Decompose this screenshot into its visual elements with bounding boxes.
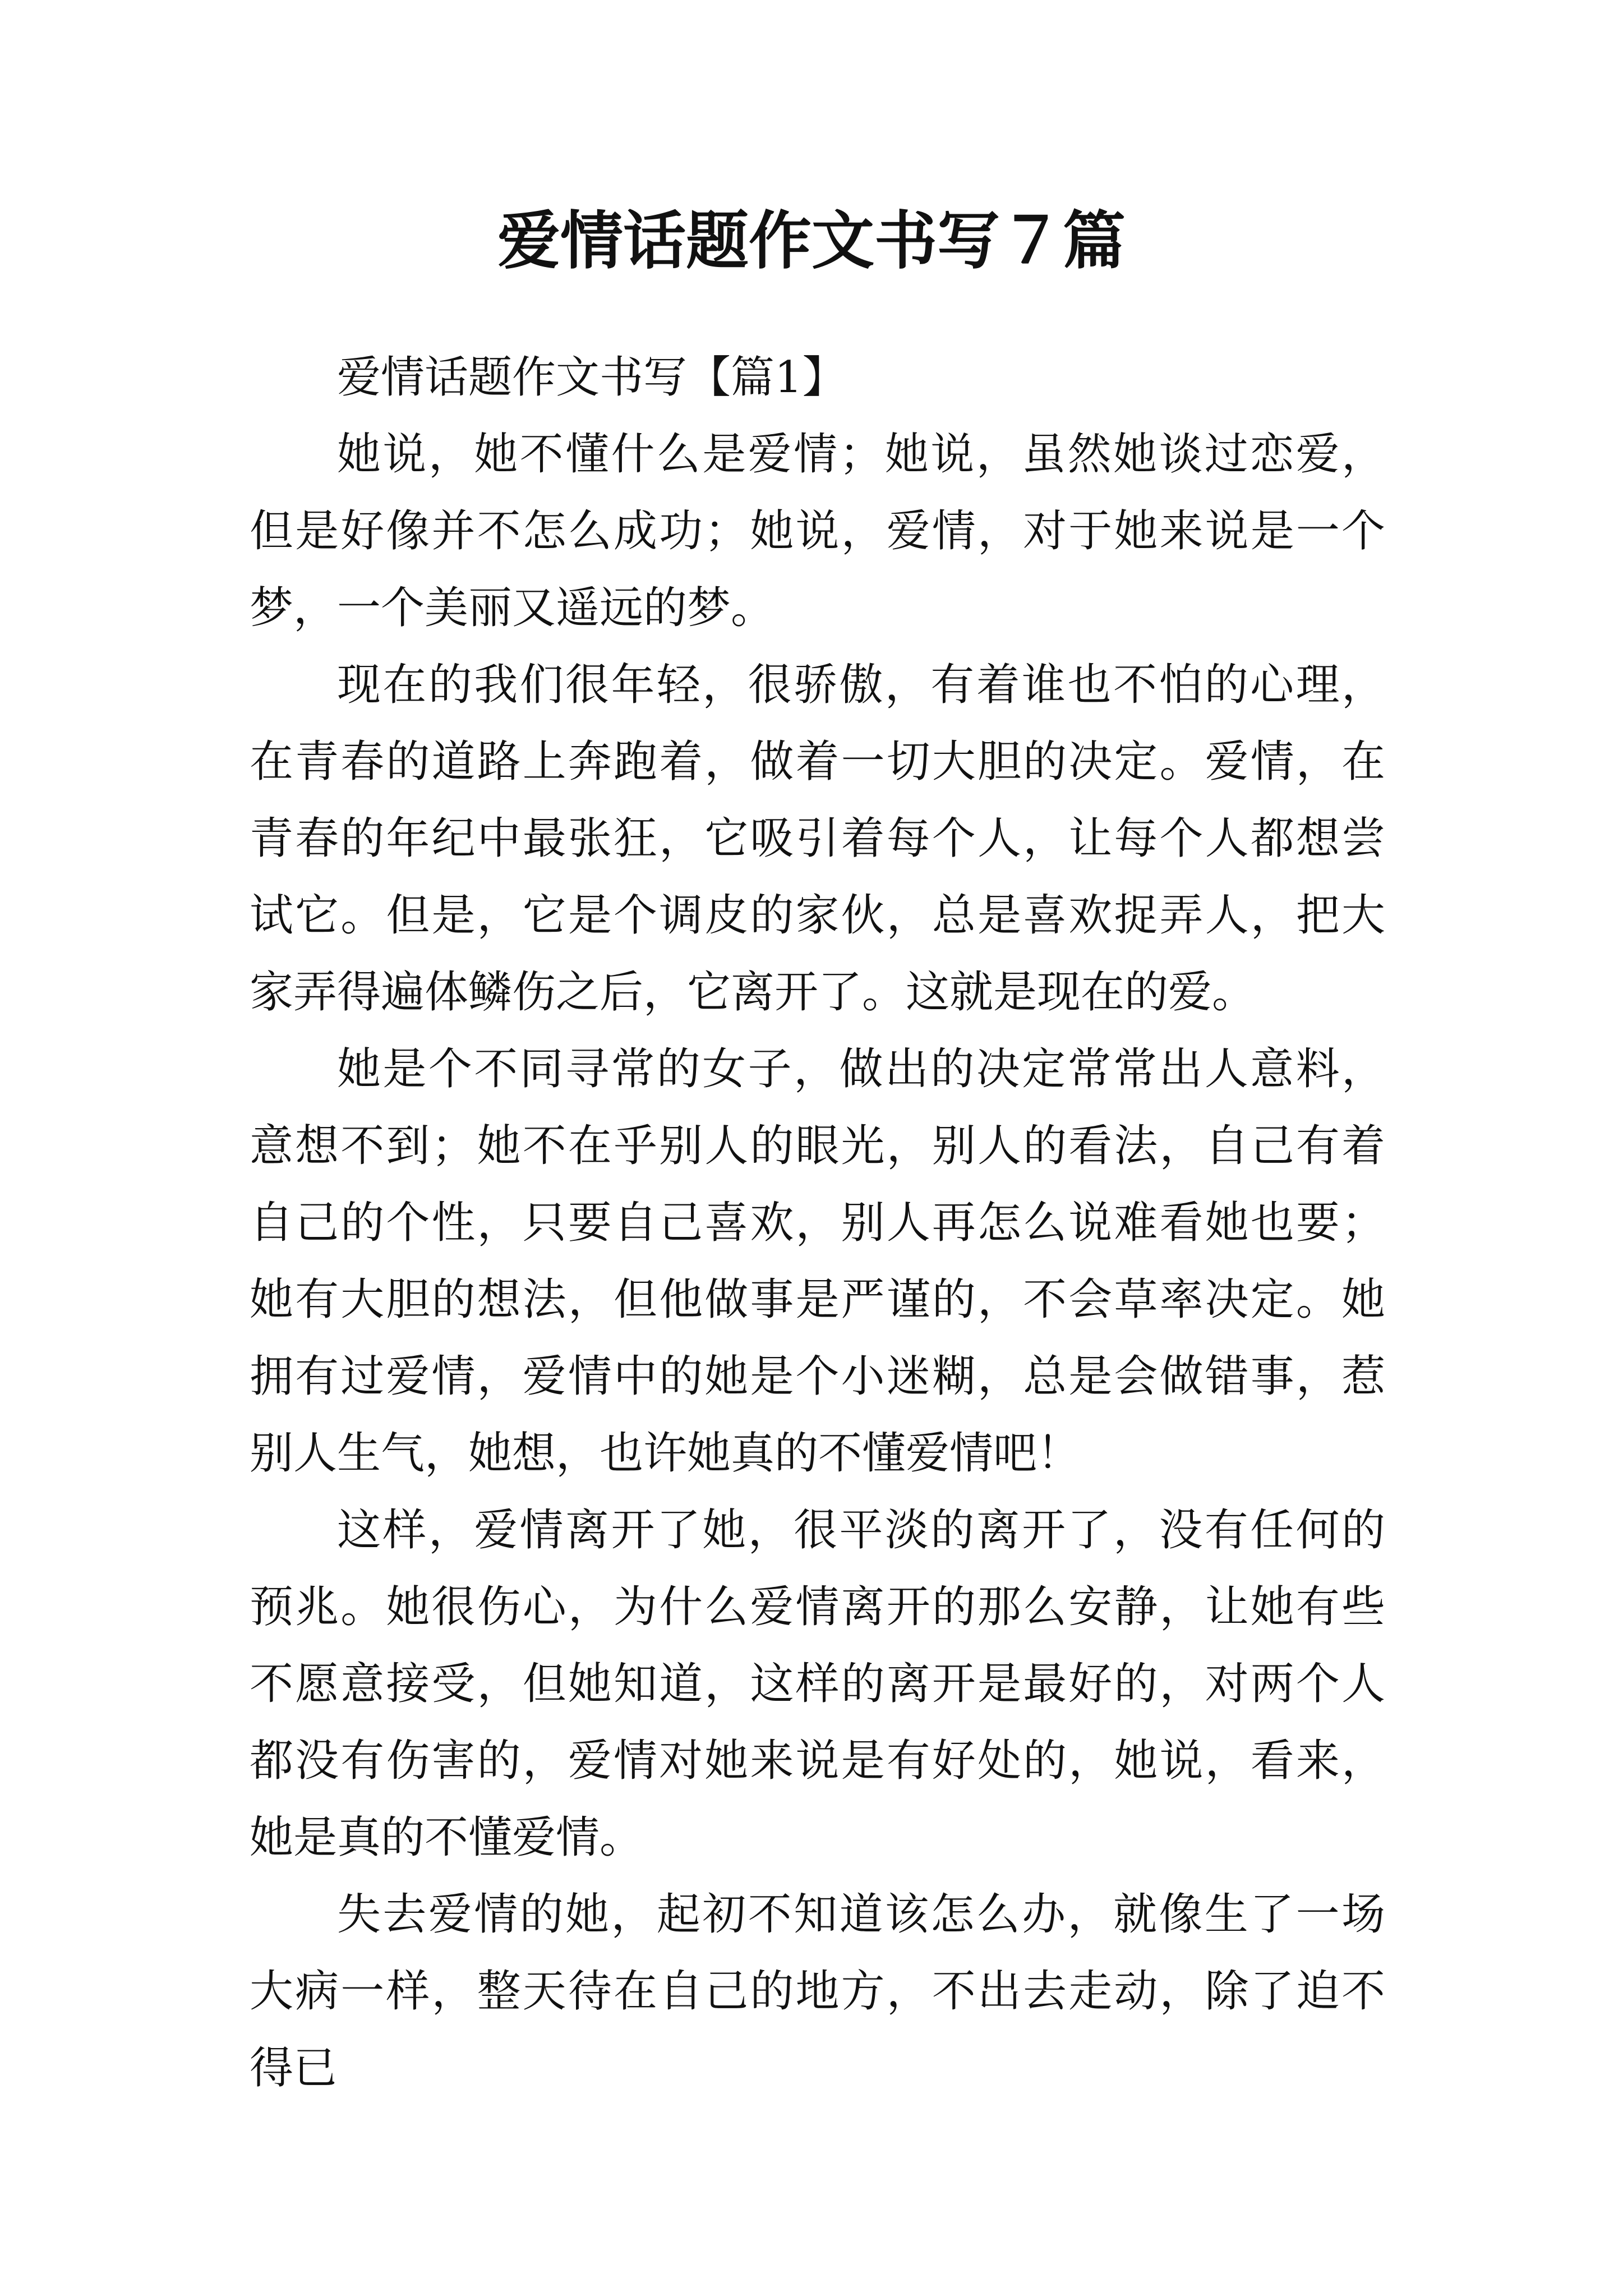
paragraph-4: 这样，爱情离开了她，很平淡的离开了，没有任何的预兆。她很伤心，为什么爱情离开的那么安静，让她有些不愿意接受，但她知道，这样的离开是最好的，对两个人都没有伤害的，爱情对她来说是有好处的，她说，看来，她是真的不懂爱情。 [250, 1505, 1385, 1863]
paragraph-1: 她说，她不懂什么是爱情；她说，虽然她谈过恋爱，但是好像并不怎么成功；她说，爱情，对于她来说是一个梦，一个美丽又遥远的梦。 [250, 429, 1385, 633]
section-heading: 爱情话题作文书写【篇1】 [337, 352, 846, 403]
paragraph-3: 她是个不同寻常的女子，做出的决定常常出人意料，意想不到；她不在乎别人的眼光，别人的看法，自己有着自己的个性，只要自己喜欢，别人再怎么说难看她也要；她有大胆的想法，但他做事是严谨的，不会草率决定。她拥有过爱情，爱情中的她是个小迷糊，总是会做错事，惹别人生气，她想，也许她真的不懂爱情吧！ [250, 1044, 1385, 1479]
paragraph-2: 现在的我们很年轻，很骄傲，有着谁也不怕的心理，在青春的道路上奔跑着，做着一切大胆的决定。爱情，在青春的年纪中最张狂，它吸引着每个人，让每个人都想尝试它。但是，它是个调皮的家伙，总是喜欢捉弄人，把大家弄得遍体鳞伤之后，它离开了。这就是现在的爱。 [250, 660, 1385, 1018]
paragraph-5: 失去爱情的她，起初不知道该怎么办，就像生了一场大病一样，整天待在自己的地方，不出去走动，除了迫不得已 [250, 1889, 1385, 2093]
document-body [250, 339, 1385, 2107]
document-title: 爱情话题作文书写７篇 [497, 204, 1126, 278]
